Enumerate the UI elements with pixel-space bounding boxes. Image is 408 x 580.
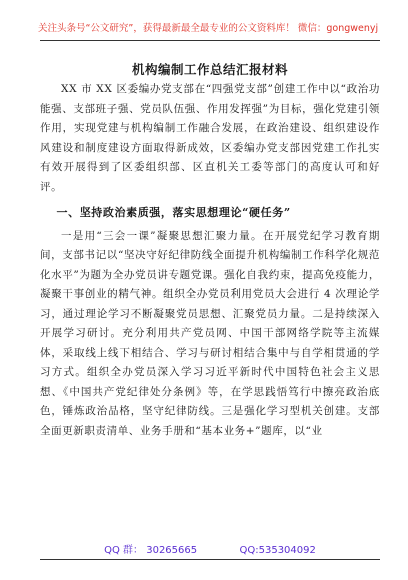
footer-qq-group: QQ 群： 30265665 (104, 545, 198, 556)
footer-qq: QQ:535304092 (239, 545, 316, 556)
document-body (40, 80, 380, 441)
header-promo: 关注头条号“公文研究”，获得最新最全最专业的公文资料库！ 微信：gongwenyj (38, 23, 379, 34)
footer-divider (40, 559, 380, 560)
document-title: 机构编制工作总结汇报材料 (131, 62, 288, 77)
header-divider (40, 40, 380, 41)
section-paragraph: 一是用“三会一课”凝聚思想汇聚力量。在开展党纪学习教育期间，支部书记以“坚决守好纪律防线全面提升机构编制工作科学化规范化水平”为题为全办党员讲专题党课。强化自我约束，提高免疫能力，凝聚干事创业的精气神。组织全办党员利用党员大会进行 4 次理论学习，通过理论学习不断凝聚党员思想、汇聚党员力量。二是持续深入开展学习研讨。充分利用共产党员网、中国干部网络学院等主流媒体，采取线上线下相结合、学习与研讨相结合集中与自学相贯通的学习方式。组织全办党员深入学习习近平新时代中国特色社会主义思想、《中国共产党纪律处分条例》等，在学思践悟笃行中擦亮政治底色，锤炼政治品格，坚守纪律防线。三是强化学习型机关创建。支部全面更新职责清单、业务手册和“基本业务+”题库，以“业 (40, 229, 380, 437)
footer-contact (40, 541, 380, 556)
section-heading: 一、坚持政治素质强，落实思想理论“硬任务” (56, 206, 291, 219)
intro-paragraph: XX 市 XX 区委编办党支部在“四强党支部”创建工作中以“政治功能强、支部班子强、党员队伍强、作用发挥强”为目标，强化党建引领作用，实现党建与机构编制工作融合发展，在政治建设、组织建设作风建设和制度建设方面取得新成效，区委编办党支部因党建工作扎实有效开展得到了区委组织部、区直机关工委等部门的高度认可和好评。 (40, 83, 380, 193)
